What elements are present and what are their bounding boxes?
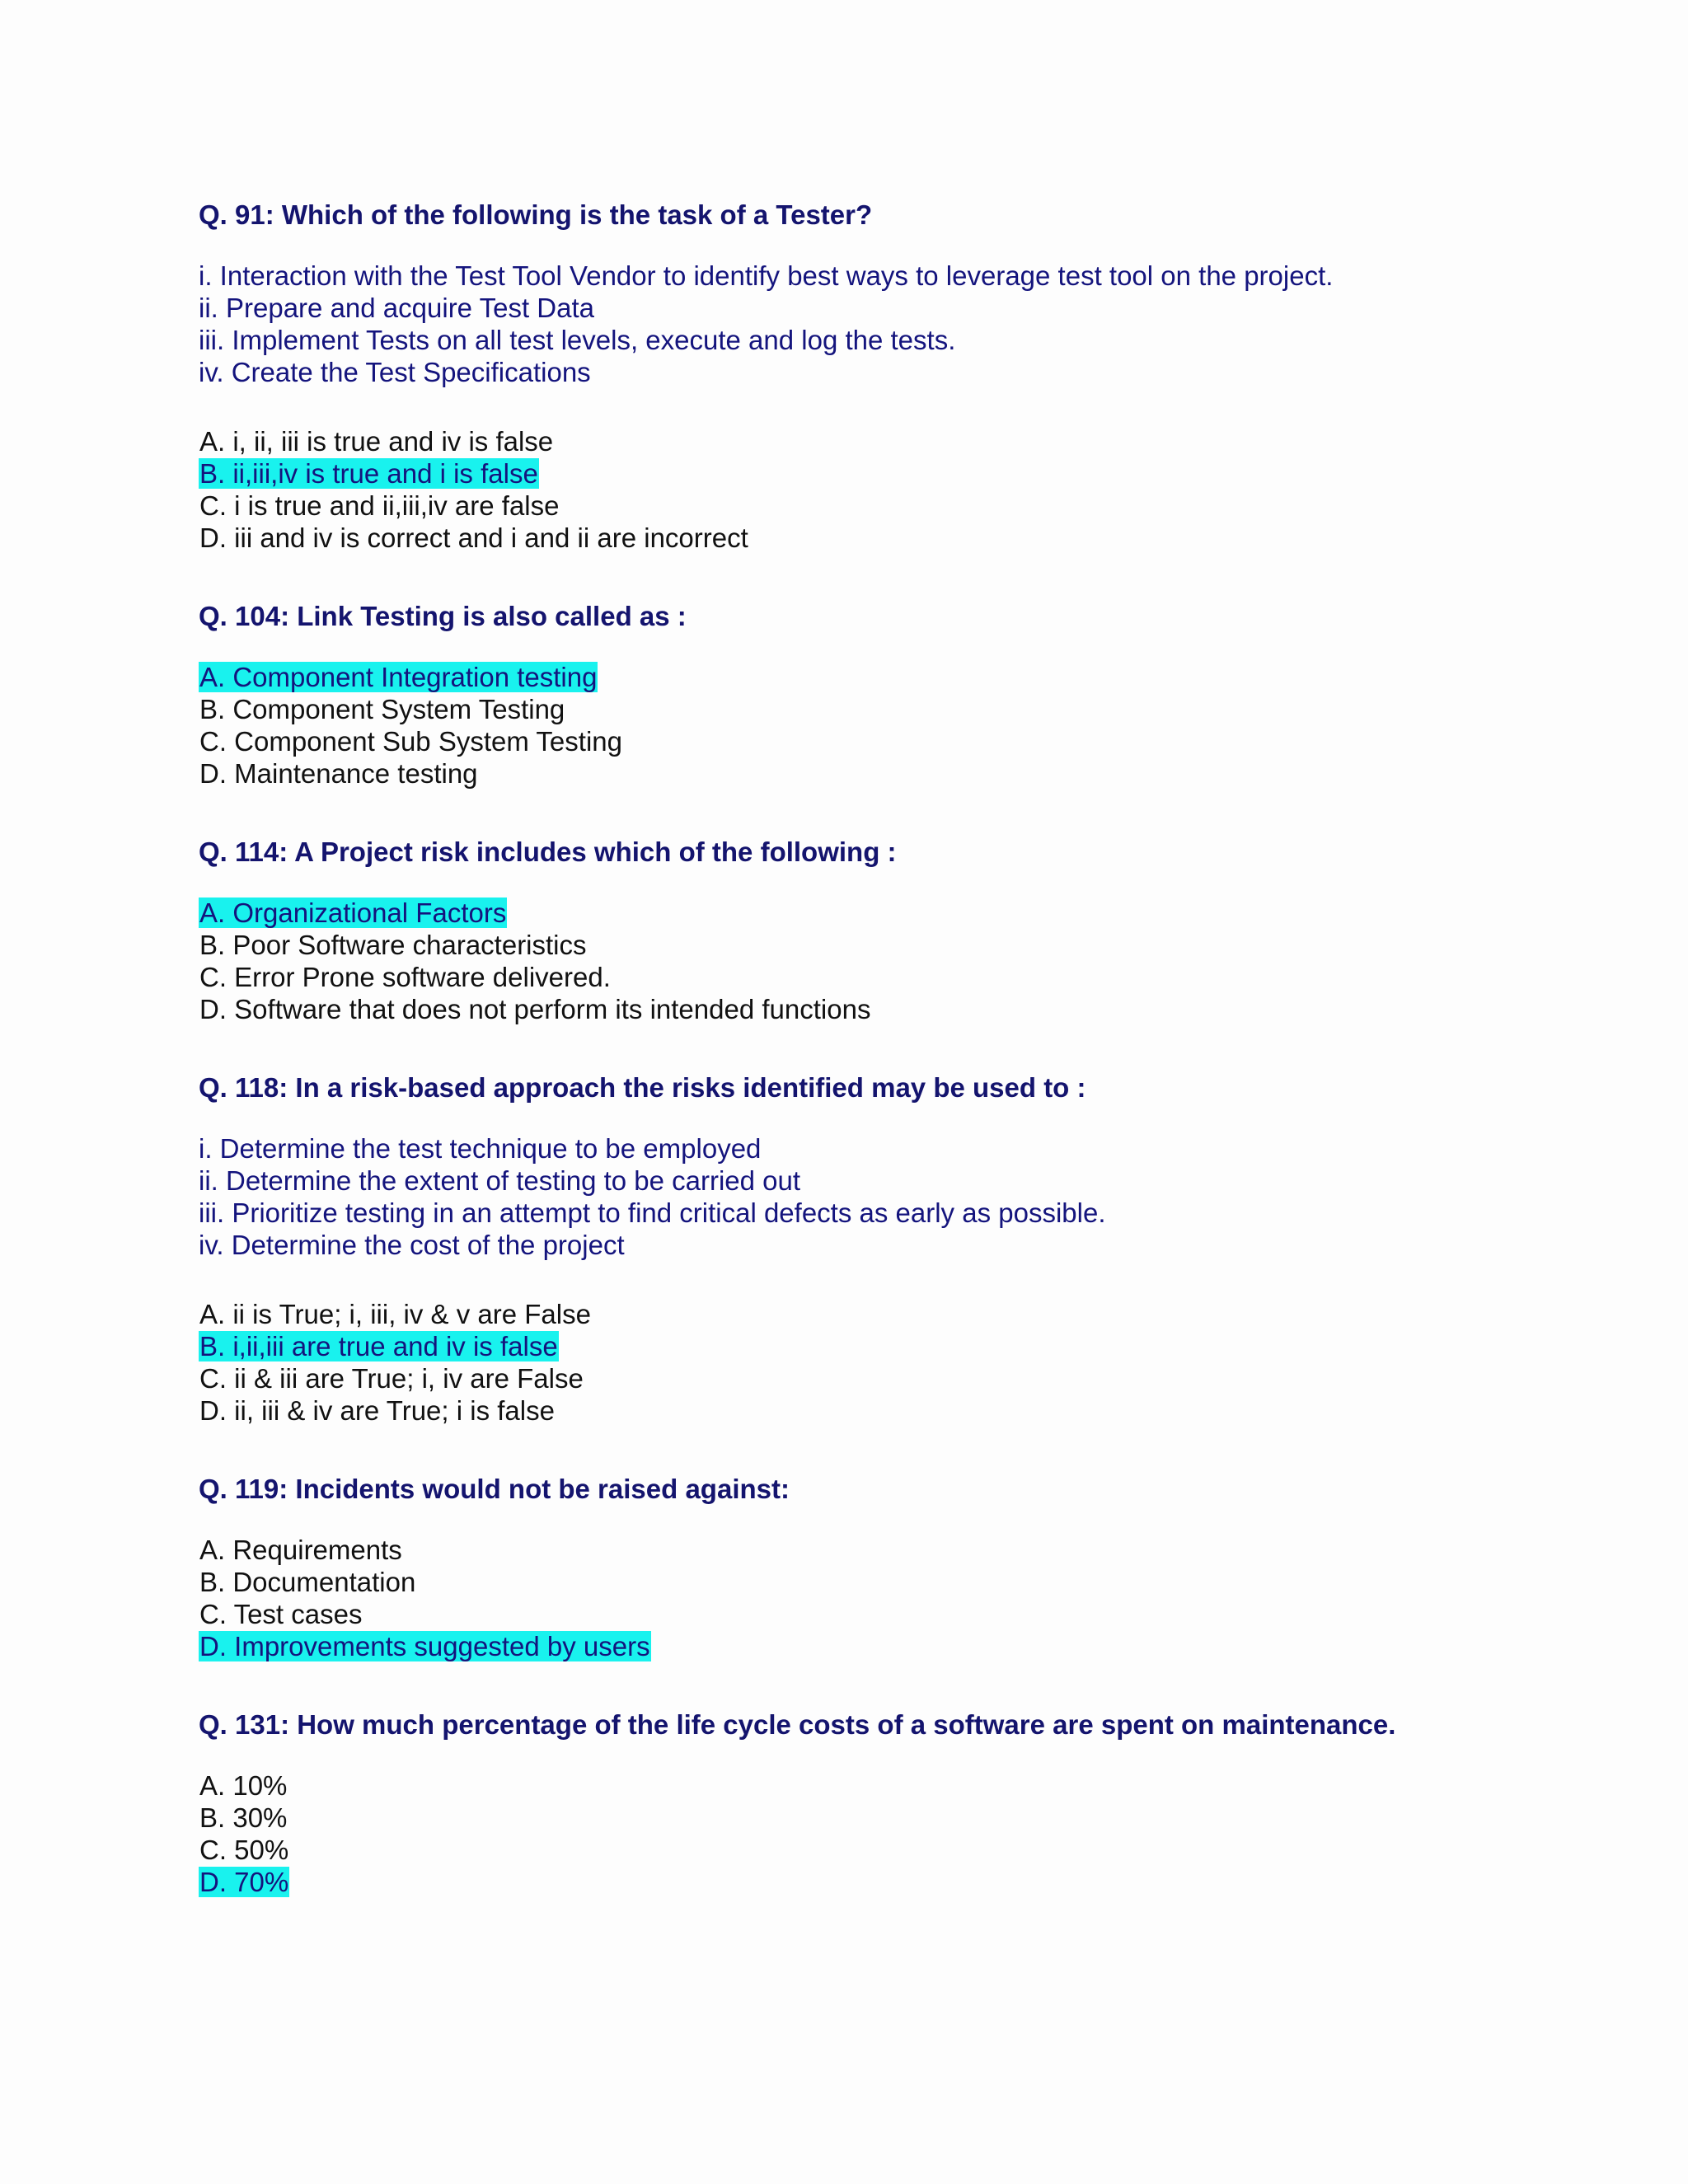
option-text: C. 50% bbox=[199, 1835, 289, 1865]
option-text: A. i, ii, iii is true and iv is false bbox=[199, 426, 554, 457]
question-title: Q. 91: Which of the following is the task of a Tester? bbox=[199, 199, 873, 230]
option-text: D. Maintenance testing bbox=[199, 758, 478, 789]
option-list bbox=[199, 897, 1649, 1025]
option-text: B. Component System Testing bbox=[199, 694, 565, 724]
option-text: C. ii & iii are True; i, iv are False bbox=[199, 1363, 584, 1394]
question-title: Q. 131: How much percentage of the life cycle costs of a software are spent on maintenance. bbox=[199, 1709, 1396, 1740]
answer-option bbox=[199, 1598, 1649, 1630]
answer-option bbox=[199, 522, 1649, 554]
option-list bbox=[199, 425, 1649, 554]
statement-item: i. Determine the test technique to be employed bbox=[199, 1133, 762, 1164]
answer-option-highlighted bbox=[199, 457, 1649, 490]
option-text: B. i,ii,iii are true and iv is false bbox=[199, 1331, 558, 1361]
statement-item: ii. Determine the extent of testing to be carried out bbox=[199, 1165, 801, 1196]
option-text: C. i is true and ii,iii,iv are false bbox=[199, 490, 560, 521]
option-text: B. Poor Software characteristics bbox=[199, 930, 587, 960]
option-text: B. 30% bbox=[199, 1802, 288, 1833]
option-text: C. Error Prone software delivered. bbox=[199, 962, 611, 992]
statement-list bbox=[199, 260, 1649, 388]
question-block bbox=[199, 827, 1649, 1025]
answer-option bbox=[199, 1298, 1649, 1330]
option-text: A. Organizational Factors bbox=[199, 898, 507, 928]
answer-option-highlighted bbox=[199, 1866, 1649, 1898]
option-text: C. Component Sub System Testing bbox=[199, 726, 622, 757]
option-list bbox=[199, 661, 1649, 790]
answer-option bbox=[199, 725, 1649, 757]
answer-option bbox=[199, 1394, 1649, 1427]
answer-option-highlighted bbox=[199, 1330, 1649, 1362]
option-list bbox=[199, 1534, 1649, 1662]
option-text: D. iii and iv is correct and i and ii are incorrect bbox=[199, 523, 748, 553]
statement-item: iii. Implement Tests on all test levels, execute and log the tests. bbox=[199, 325, 956, 355]
option-list bbox=[199, 1769, 1649, 1898]
answer-option bbox=[199, 757, 1649, 790]
option-text: A. ii is True; i, iii, iv & v are False bbox=[199, 1299, 591, 1329]
answer-option bbox=[199, 1534, 1649, 1566]
answer-option bbox=[199, 1362, 1649, 1394]
statement-item: iv. Create the Test Specifications bbox=[199, 357, 591, 387]
answer-option bbox=[199, 693, 1649, 725]
option-text: D. Software that does not perform its intended functions bbox=[199, 994, 871, 1024]
statement-item: iii. Prioritize testing in an attempt to find critical defects as early as possible. bbox=[199, 1197, 1106, 1228]
option-text: B. Documentation bbox=[199, 1567, 416, 1597]
question-block bbox=[199, 1464, 1649, 1662]
answer-option bbox=[199, 1834, 1649, 1866]
answer-option bbox=[199, 993, 1649, 1025]
answer-option-highlighted bbox=[199, 1630, 1649, 1662]
option-list bbox=[199, 1298, 1649, 1427]
option-text: B. ii,iii,iv is true and i is false bbox=[199, 458, 538, 489]
option-text: D. ii, iii & iv are True; i is false bbox=[199, 1395, 555, 1426]
statement-item: i. Interaction with the Test Tool Vendor to identify best ways to leverage test tool on the project. bbox=[199, 260, 1334, 291]
question-block bbox=[199, 591, 1649, 790]
question-block bbox=[199, 1699, 1649, 1898]
statement-item: ii. Prepare and acquire Test Data bbox=[199, 293, 594, 323]
answer-option bbox=[199, 1566, 1649, 1598]
option-text: A. Requirements bbox=[199, 1535, 402, 1565]
question-title: Q. 104: Link Testing is also called as : bbox=[199, 601, 687, 631]
question-title: Q. 114: A Project risk includes which of the following : bbox=[199, 837, 897, 867]
option-text: C. Test cases bbox=[199, 1599, 363, 1629]
answer-option bbox=[199, 1769, 1649, 1802]
answer-option bbox=[199, 961, 1649, 993]
question-block bbox=[199, 190, 1649, 554]
document-page bbox=[199, 190, 1649, 1935]
option-text: D. 70% bbox=[199, 1867, 289, 1897]
option-text: A. Component Integration testing bbox=[199, 662, 598, 692]
statement-item: iv. Determine the cost of the project bbox=[199, 1230, 625, 1260]
statement-list bbox=[199, 1132, 1649, 1261]
answer-option bbox=[199, 1802, 1649, 1834]
answer-option bbox=[199, 490, 1649, 522]
question-title: Q. 119: Incidents would not be raised against: bbox=[199, 1474, 790, 1504]
answer-option bbox=[199, 425, 1649, 457]
answer-option bbox=[199, 929, 1649, 961]
question-block bbox=[199, 1062, 1649, 1427]
option-text: A. 10% bbox=[199, 1770, 288, 1801]
option-text: D. Improvements suggested by users bbox=[199, 1631, 650, 1661]
answer-option-highlighted bbox=[199, 897, 1649, 929]
answer-option-highlighted bbox=[199, 661, 1649, 693]
question-title: Q. 118: In a risk-based approach the risks identified may be used to : bbox=[199, 1072, 1086, 1103]
